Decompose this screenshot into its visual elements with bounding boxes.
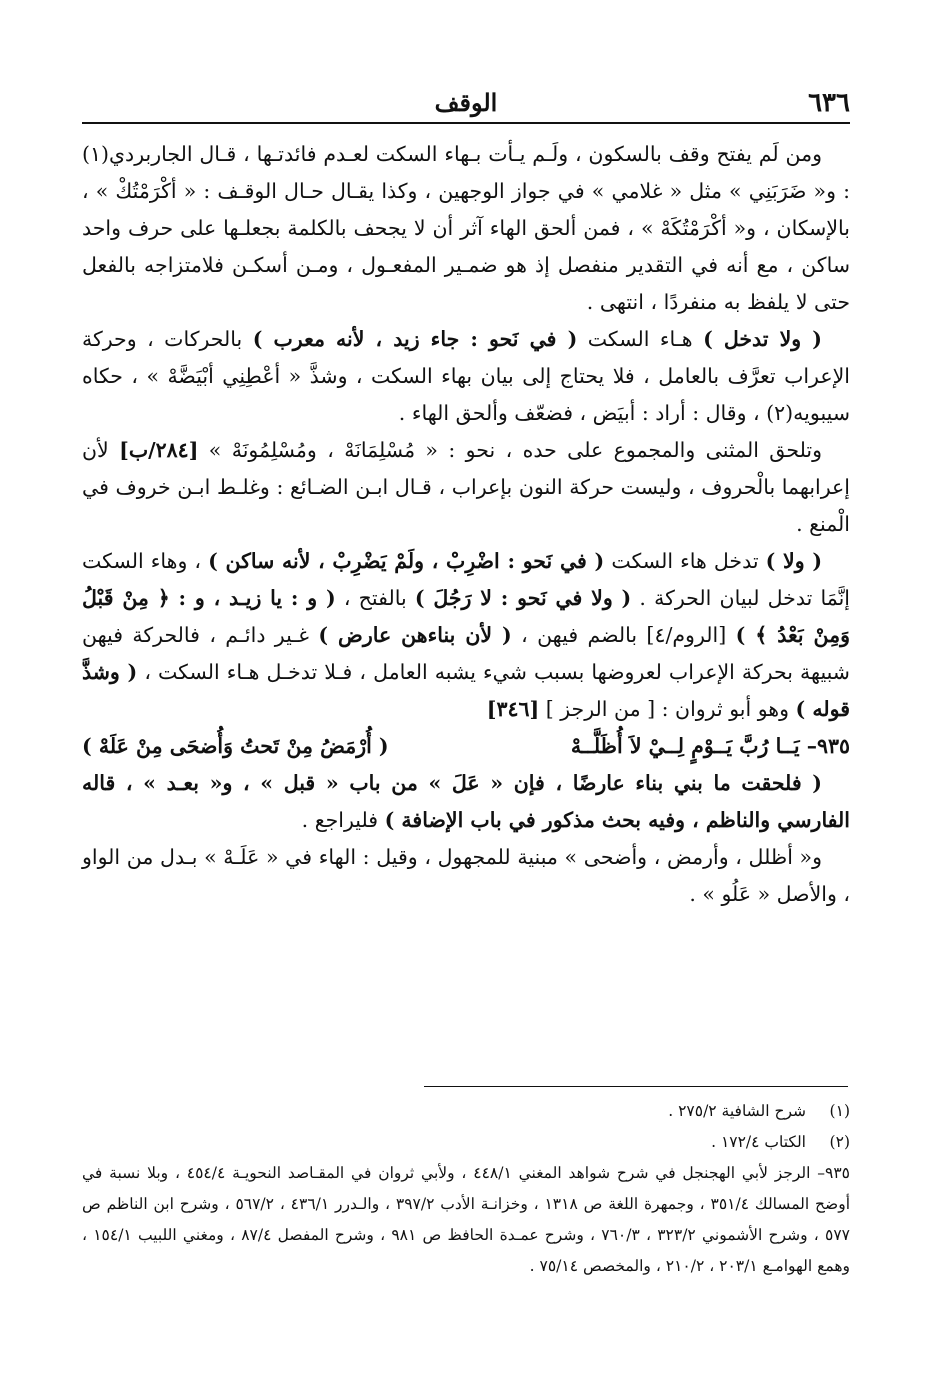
- matn-text: ( فلحقت ما بني بناء عارضًا ، فإن « عَلَ » من باب « قبل » ، و« بعـد » ، قاله الفارسي والناظم ، وفيه بحث مذكور في باب الإضافة ): [82, 771, 850, 832]
- matn-text: ( في نَحو : اضْرِبْ ، ولَمْ يَضْرِبْ ، لأنه ساكن ): [208, 549, 605, 573]
- matn-text: ( ولا في نَحو : لا رَجُلَ ): [414, 586, 632, 610]
- commentary-text: [الروم/٤] بالضم فيهن ،: [511, 623, 736, 647]
- page-number: ٦٣٦: [808, 88, 850, 118]
- verse-second-hemistich: ( أُرْمَضُ مِنْ تَحتُ وَأُضحَى مِنْ عَلَهْ ): [82, 734, 389, 758]
- paragraph-3: [82, 432, 850, 543]
- footnote-number: (١): [829, 1102, 850, 1120]
- paragraph-4: [82, 543, 850, 728]
- running-title: الوقف: [434, 88, 498, 117]
- footnote-text: الكتاب ١٧٢/٤ .: [711, 1133, 806, 1151]
- matn-text: ( في نَحو : جاء زيد ، لأنه معرب ): [252, 327, 578, 351]
- matn-text: ( لأن بناءهن عارض ): [318, 623, 512, 647]
- matn-text: ( و : يا زيـد ، و : ﴿ مِنْ قَبْلُ وَمِنْ بَعْدُ ﴾ ): [82, 586, 851, 647]
- matn-text: ( ولا ): [765, 549, 823, 573]
- footnote-2: [82, 1127, 850, 1158]
- commentary-text: وتلحق المثنى والمجموع على حده ، نحو : « مُسْلِمَانَهْ ، ومُسْلِمُونَهْ »: [198, 438, 822, 462]
- verse-first-hemistich: ٩٣٥– يَــا رُبَّ يَــوْمٍ لِــيْ لاَ أُظَلَّــهْ: [570, 734, 850, 758]
- commentary-text: فليراجع .: [301, 808, 385, 832]
- manuscript-folio-ref: [٢٨٤/ب]: [119, 438, 199, 462]
- paragraph-6: و« أظلل ، وأرمض ، وأضحى » مبنية للمجهول ، وقيل : الهاء في « عَلَـهْ » بـدل من الواو ، والأصل « عَلُو » .: [82, 845, 850, 906]
- commentary-text: تدخل هاء السكت: [604, 549, 766, 573]
- commentary-text: لأن إعرابهما بالْحروف ، وليست حركة النون بإعراب ، قـال ابـن الضـائع : وغلـط ابـن خروف في الْمنع .: [82, 438, 850, 536]
- footnotes: [82, 1096, 850, 1282]
- paragraph-1: ومن لَم يفتح وقف بالسكون ، ولَـم يـأت بـهاء السكت لعـدم فائدتـها ، قـال الجاربردي(١) : و« ضَرَبَنِي » مثل « غلامي » في جواز الوجهين ، وكذا يقـال حـال الوقـف : « أكْرَمْتُكْ » ، بالإسكان ، و« أكْرَمْتُكَهْ » ، فمن ألحق الهاء آثر أن لا يجحف بالكلمة بجعلـها على حرف واحد ساكن ، مع أنه في التقدير منفصل إذ هو ضمـير المفعـول ، ومـن أسكـن فلامتزاجه بالفعل حتى لا يلفظ به منفردًا ، انتهى .: [82, 142, 850, 314]
- paragraph-2: [82, 321, 850, 432]
- commentary-text: بالفتح ،: [335, 586, 415, 610]
- page-header: [82, 88, 850, 124]
- footnote-1: [82, 1096, 850, 1127]
- footnote-text: شرح الشافية ٢٧٥/٢ .: [668, 1102, 806, 1120]
- manuscript-folio-ref: [٣٤٦]: [486, 697, 540, 721]
- matn-text: ( وشذَّ قوله ): [82, 660, 850, 721]
- footnote-verse-sources: ٩٣٥– الرجز لأبي الهجنجل في شرح شواهد المغني ٤٤٨/١ ، ولأبي ثروان في المقـاصد النحويـة ٤٥٤/٤ ، وبلا نسبة في أوضح المسالك ٣٥١/٤ ، وجمهرة اللغة ص ١٣١٨ ، وخزانـة الأدب ٣٩٧/٢ ، والـدرر ٤٣٦/١ ، ٥٦٧/٢ ، وشرح ابن الناظم ص ٥٧٧ ، وشرح الأشموني ٣٢٣/٢ ، ٧٦٠/٣ ، وشرح عمـدة الحافظ ص ٩٨١ ، وشرح المفصل ٨٧/٤ ، ومغني اللبيب ١٥٤/١ ، وهمع الهوامـع ٢٠٣/١ ، ٢١٠/٢ ، والمخصص ٧٥/١٤ .: [82, 1164, 851, 1275]
- footnote-separator: [424, 1086, 848, 1087]
- commentary-text: وهو أبو ثروان : [ من الرجز ]: [539, 697, 796, 721]
- paragraph-5: [82, 765, 850, 839]
- footnote-number: (٢): [829, 1133, 850, 1151]
- commentary-text: بالحركات ، وحركة الإعراب تعرَّف بالعامل ، فلا يحتاج إلى بيان بهاء السكت ، وشذَّ « أعْطِنِي أبْيَضَّهْ » ، حكاه سيبويه(٢) ، وقال : أراد : أبيَض ، فضعّف وألحق الهاء .: [82, 327, 850, 425]
- poetry-verse: [82, 728, 850, 765]
- main-text: [82, 136, 850, 913]
- commentary-text: ، وهاء السكت إنَّمَا تدخل لبيان الحركة .: [82, 549, 850, 610]
- commentary-text: هـاء السكت: [577, 327, 704, 351]
- matn-text: ( ولا تدخل ): [703, 327, 822, 351]
- commentary-text: غـير دائـم ، فالحركة فيهن شبيهة بحركة الإعراب لعروضها بسبب شيء يشبه العامل ، فـلا تدخـل هـاء السكت ،: [82, 623, 850, 684]
